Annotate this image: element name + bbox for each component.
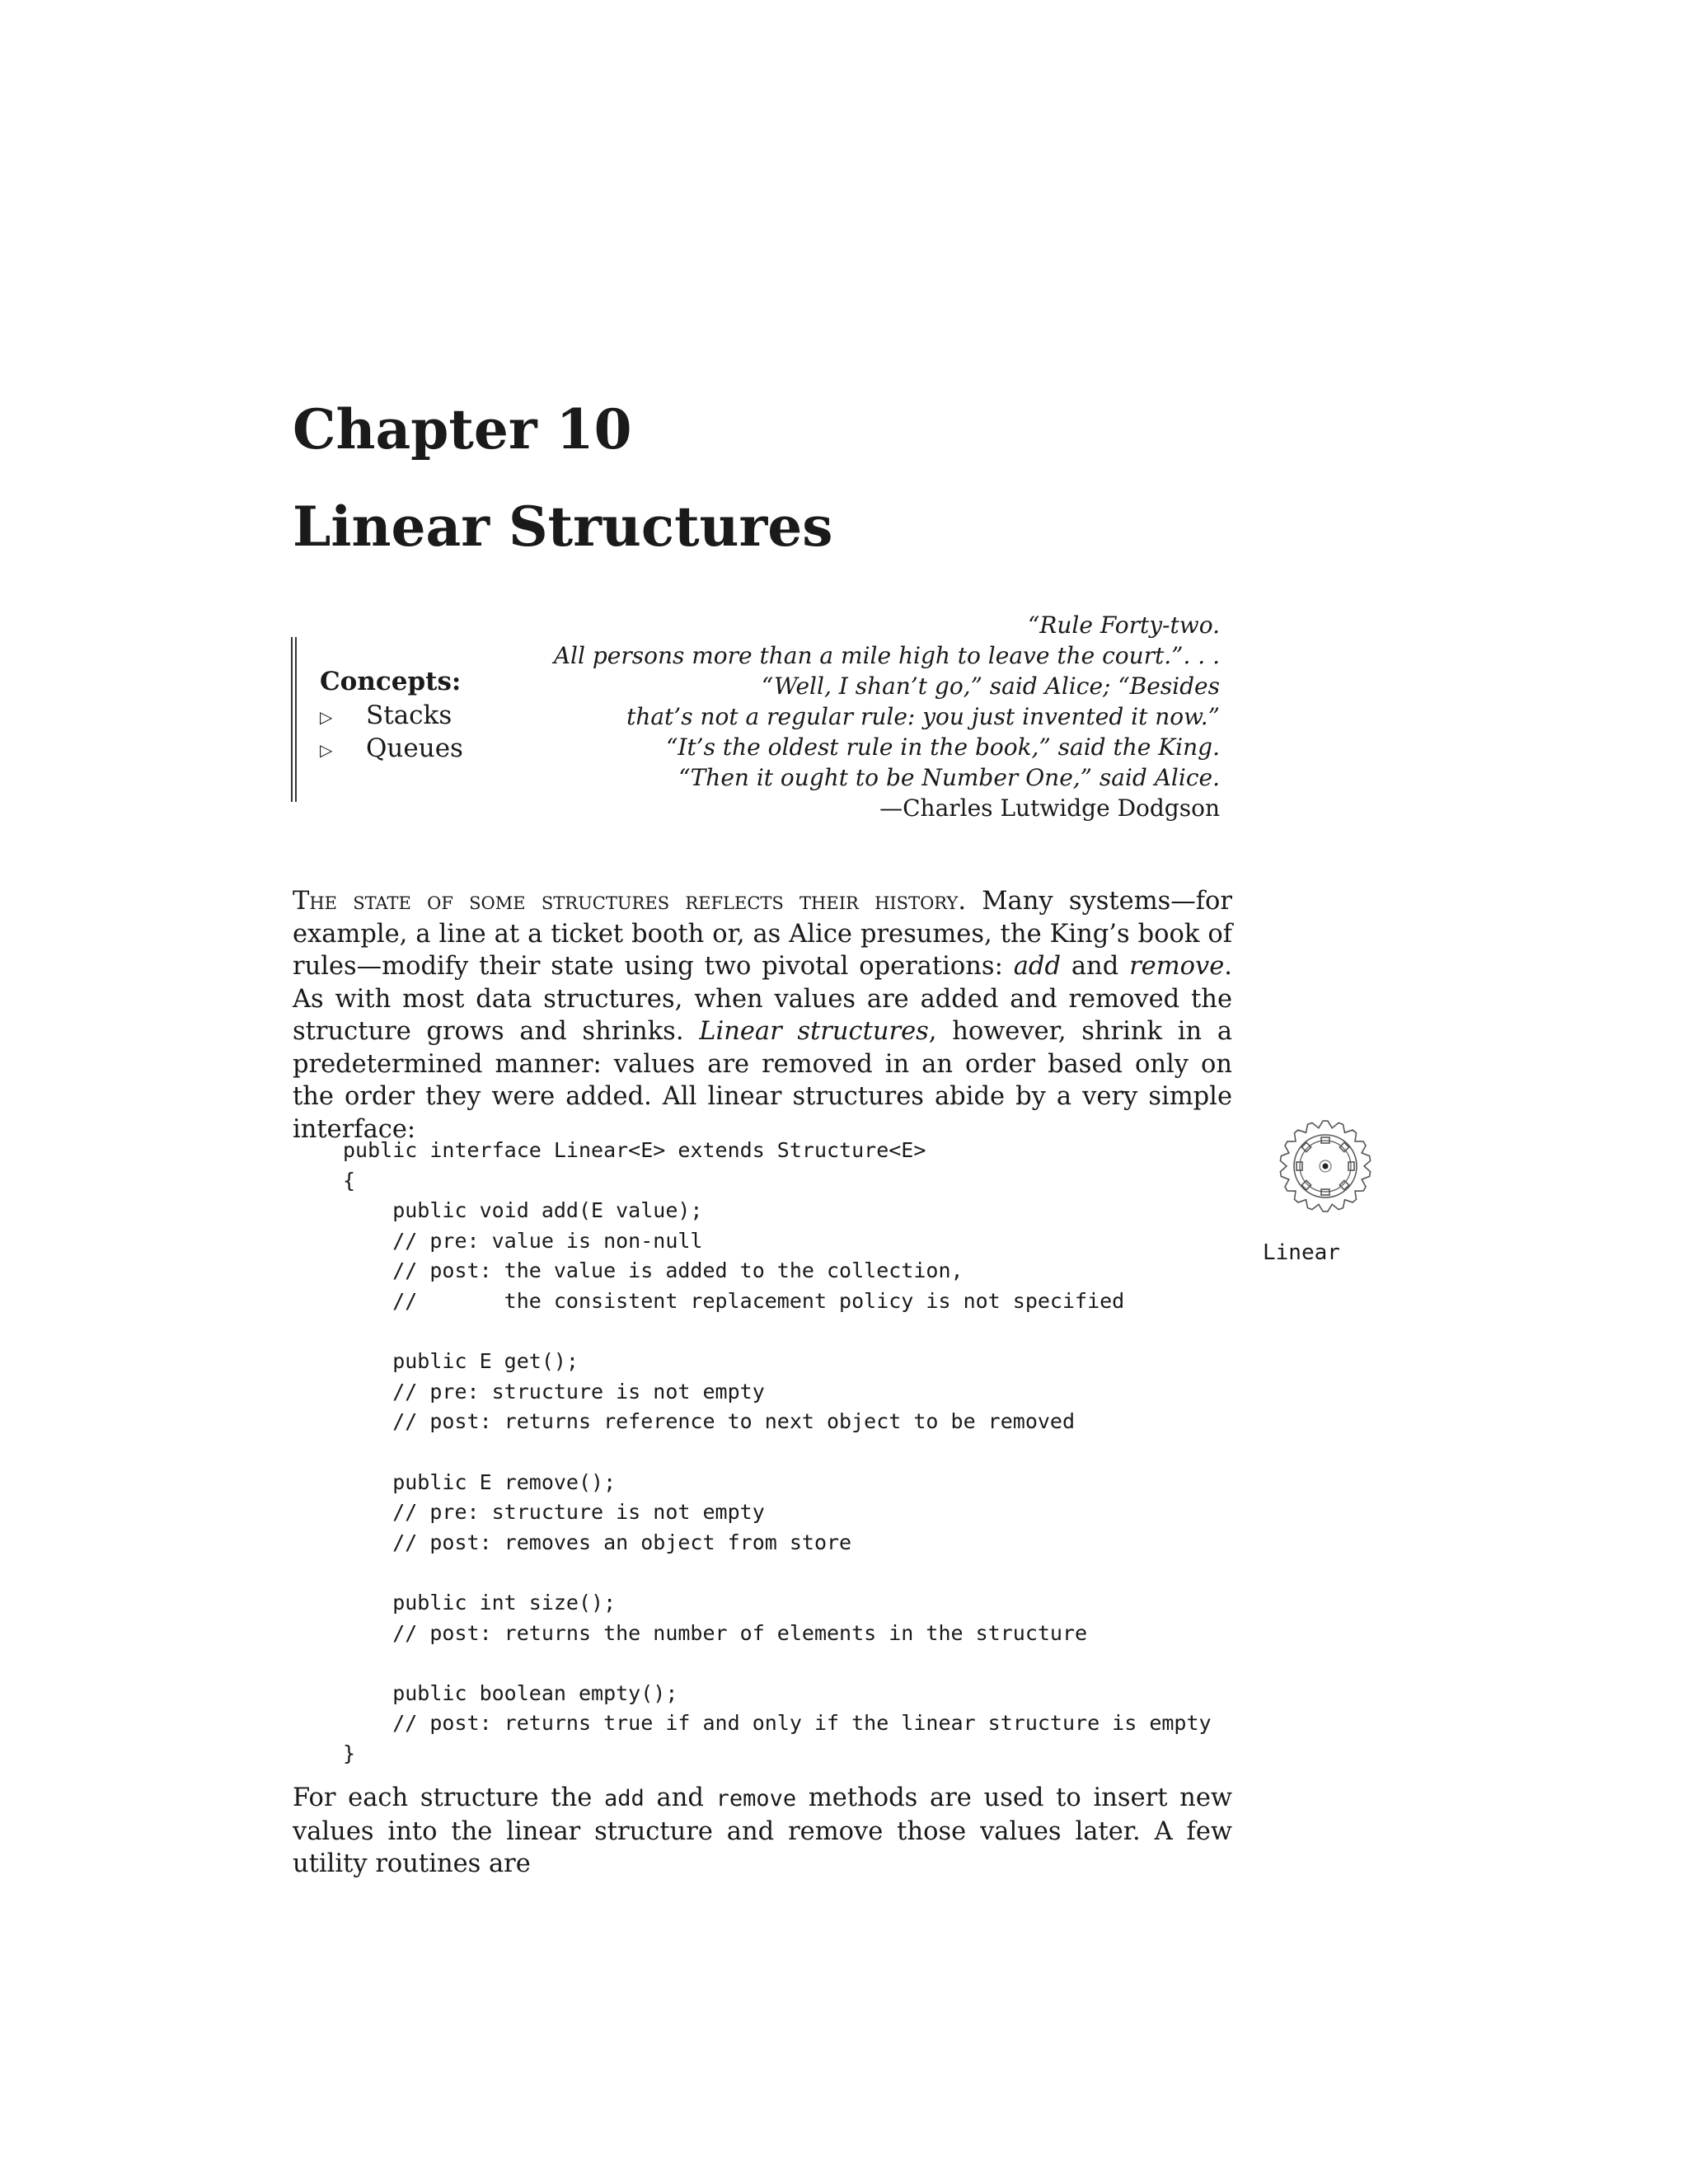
epigraph-line: that’s not a regular rule: you just invented it now.”	[626, 703, 1220, 730]
triangle-right-icon: ▷	[320, 739, 333, 760]
closing-text: and	[644, 1783, 716, 1812]
term-linear-structures: Linear structures	[699, 1017, 929, 1046]
code-listing	[343, 1136, 1212, 1769]
code-line: // pre: structure is not empty	[343, 1379, 765, 1404]
concepts-heading: Concepts:	[320, 667, 462, 696]
closing-text: methods are used to insert new values into the linear structure and remove those values later. A few utility routines are	[293, 1783, 1232, 1878]
epigraph-line: “Well, I shan’t go,” said Alice; “Besides	[761, 673, 1220, 700]
intro-text: Many systems—for example, a line at a ticket booth or, as Alice presumes, the King’s book of rules—modify their state using two pivotal operations:	[293, 887, 1232, 981]
code-line: public E get();	[343, 1349, 579, 1374]
concept-item-queues	[320, 733, 463, 763]
concept-label: Stacks	[366, 701, 452, 730]
inline-code-add: add	[604, 1786, 645, 1811]
code-line: }	[343, 1741, 356, 1765]
chapter-title: Linear Structures	[293, 494, 833, 559]
code-line: public void add(E value);	[343, 1198, 703, 1223]
term-remove: remove	[1129, 952, 1225, 981]
code-line: public interface Linear<E> extends Structure<E>	[343, 1138, 926, 1162]
intro-text: , however, shrink in a predetermined manner: values are removed in an order based only on the order they were added. All linear structures abide by a very simple interface:	[293, 1017, 1232, 1144]
code-line: // pre: value is non-null	[343, 1228, 703, 1253]
intro-paragraph	[293, 885, 1232, 1146]
code-line: // post: the value is added to the collection,	[343, 1258, 964, 1283]
code-line: public boolean empty();	[343, 1680, 678, 1705]
epigraph-line: “Rule Forty-two.	[1027, 612, 1220, 639]
concepts-box	[291, 637, 486, 802]
intro-text: . As with most data structures, when values are added and removed the structure grows and shrinks.	[293, 952, 1232, 1046]
margin-note-caption: Linear	[1263, 1240, 1340, 1265]
epigraph-line: “Then it ought to be Number One,” said Alice.	[678, 764, 1220, 791]
code-line: public E remove();	[343, 1469, 617, 1494]
chapter-label: Chapter 10	[293, 397, 632, 462]
code-line: // the consistent replacement policy is not specified	[343, 1288, 1125, 1313]
intro-lead: The state of some structures reflects their history.	[293, 887, 967, 916]
epigraph	[478, 610, 1220, 823]
code-line	[343, 1437, 1212, 1468]
code-line: // post: removes an object from store	[343, 1530, 852, 1554]
code-line: {	[343, 1168, 356, 1193]
concept-item-stacks	[320, 701, 452, 730]
intro-text: and	[1060, 952, 1130, 981]
inline-code-remove: remove	[715, 1786, 797, 1811]
code-line: // post: returns reference to next object to be removed	[343, 1409, 1076, 1434]
code-line: // post: returns true if and only if the linear structure is empty	[343, 1711, 1212, 1736]
code-line: public int size();	[343, 1590, 617, 1615]
gear-icon	[1276, 1117, 1375, 1216]
triangle-right-icon: ▷	[320, 706, 333, 727]
concept-label: Queues	[366, 733, 463, 763]
code-line	[343, 1648, 1212, 1679]
code-line	[343, 1317, 1212, 1347]
epigraph-line: All persons more than a mile high to leave the court.”. . .	[553, 642, 1220, 669]
term-add: add	[1013, 952, 1061, 981]
closing-text: For each structure the	[293, 1783, 605, 1812]
code-line	[343, 1558, 1212, 1588]
code-line: // pre: structure is not empty	[343, 1500, 765, 1525]
epigraph-line: “It’s the oldest rule in the book,” said the King.	[666, 733, 1220, 761]
epigraph-attribution: —Charles Lutwidge Dodgson	[879, 794, 1220, 822]
closing-paragraph	[293, 1782, 1232, 1881]
code-line: // post: returns the number of elements in the structure	[343, 1620, 1088, 1645]
